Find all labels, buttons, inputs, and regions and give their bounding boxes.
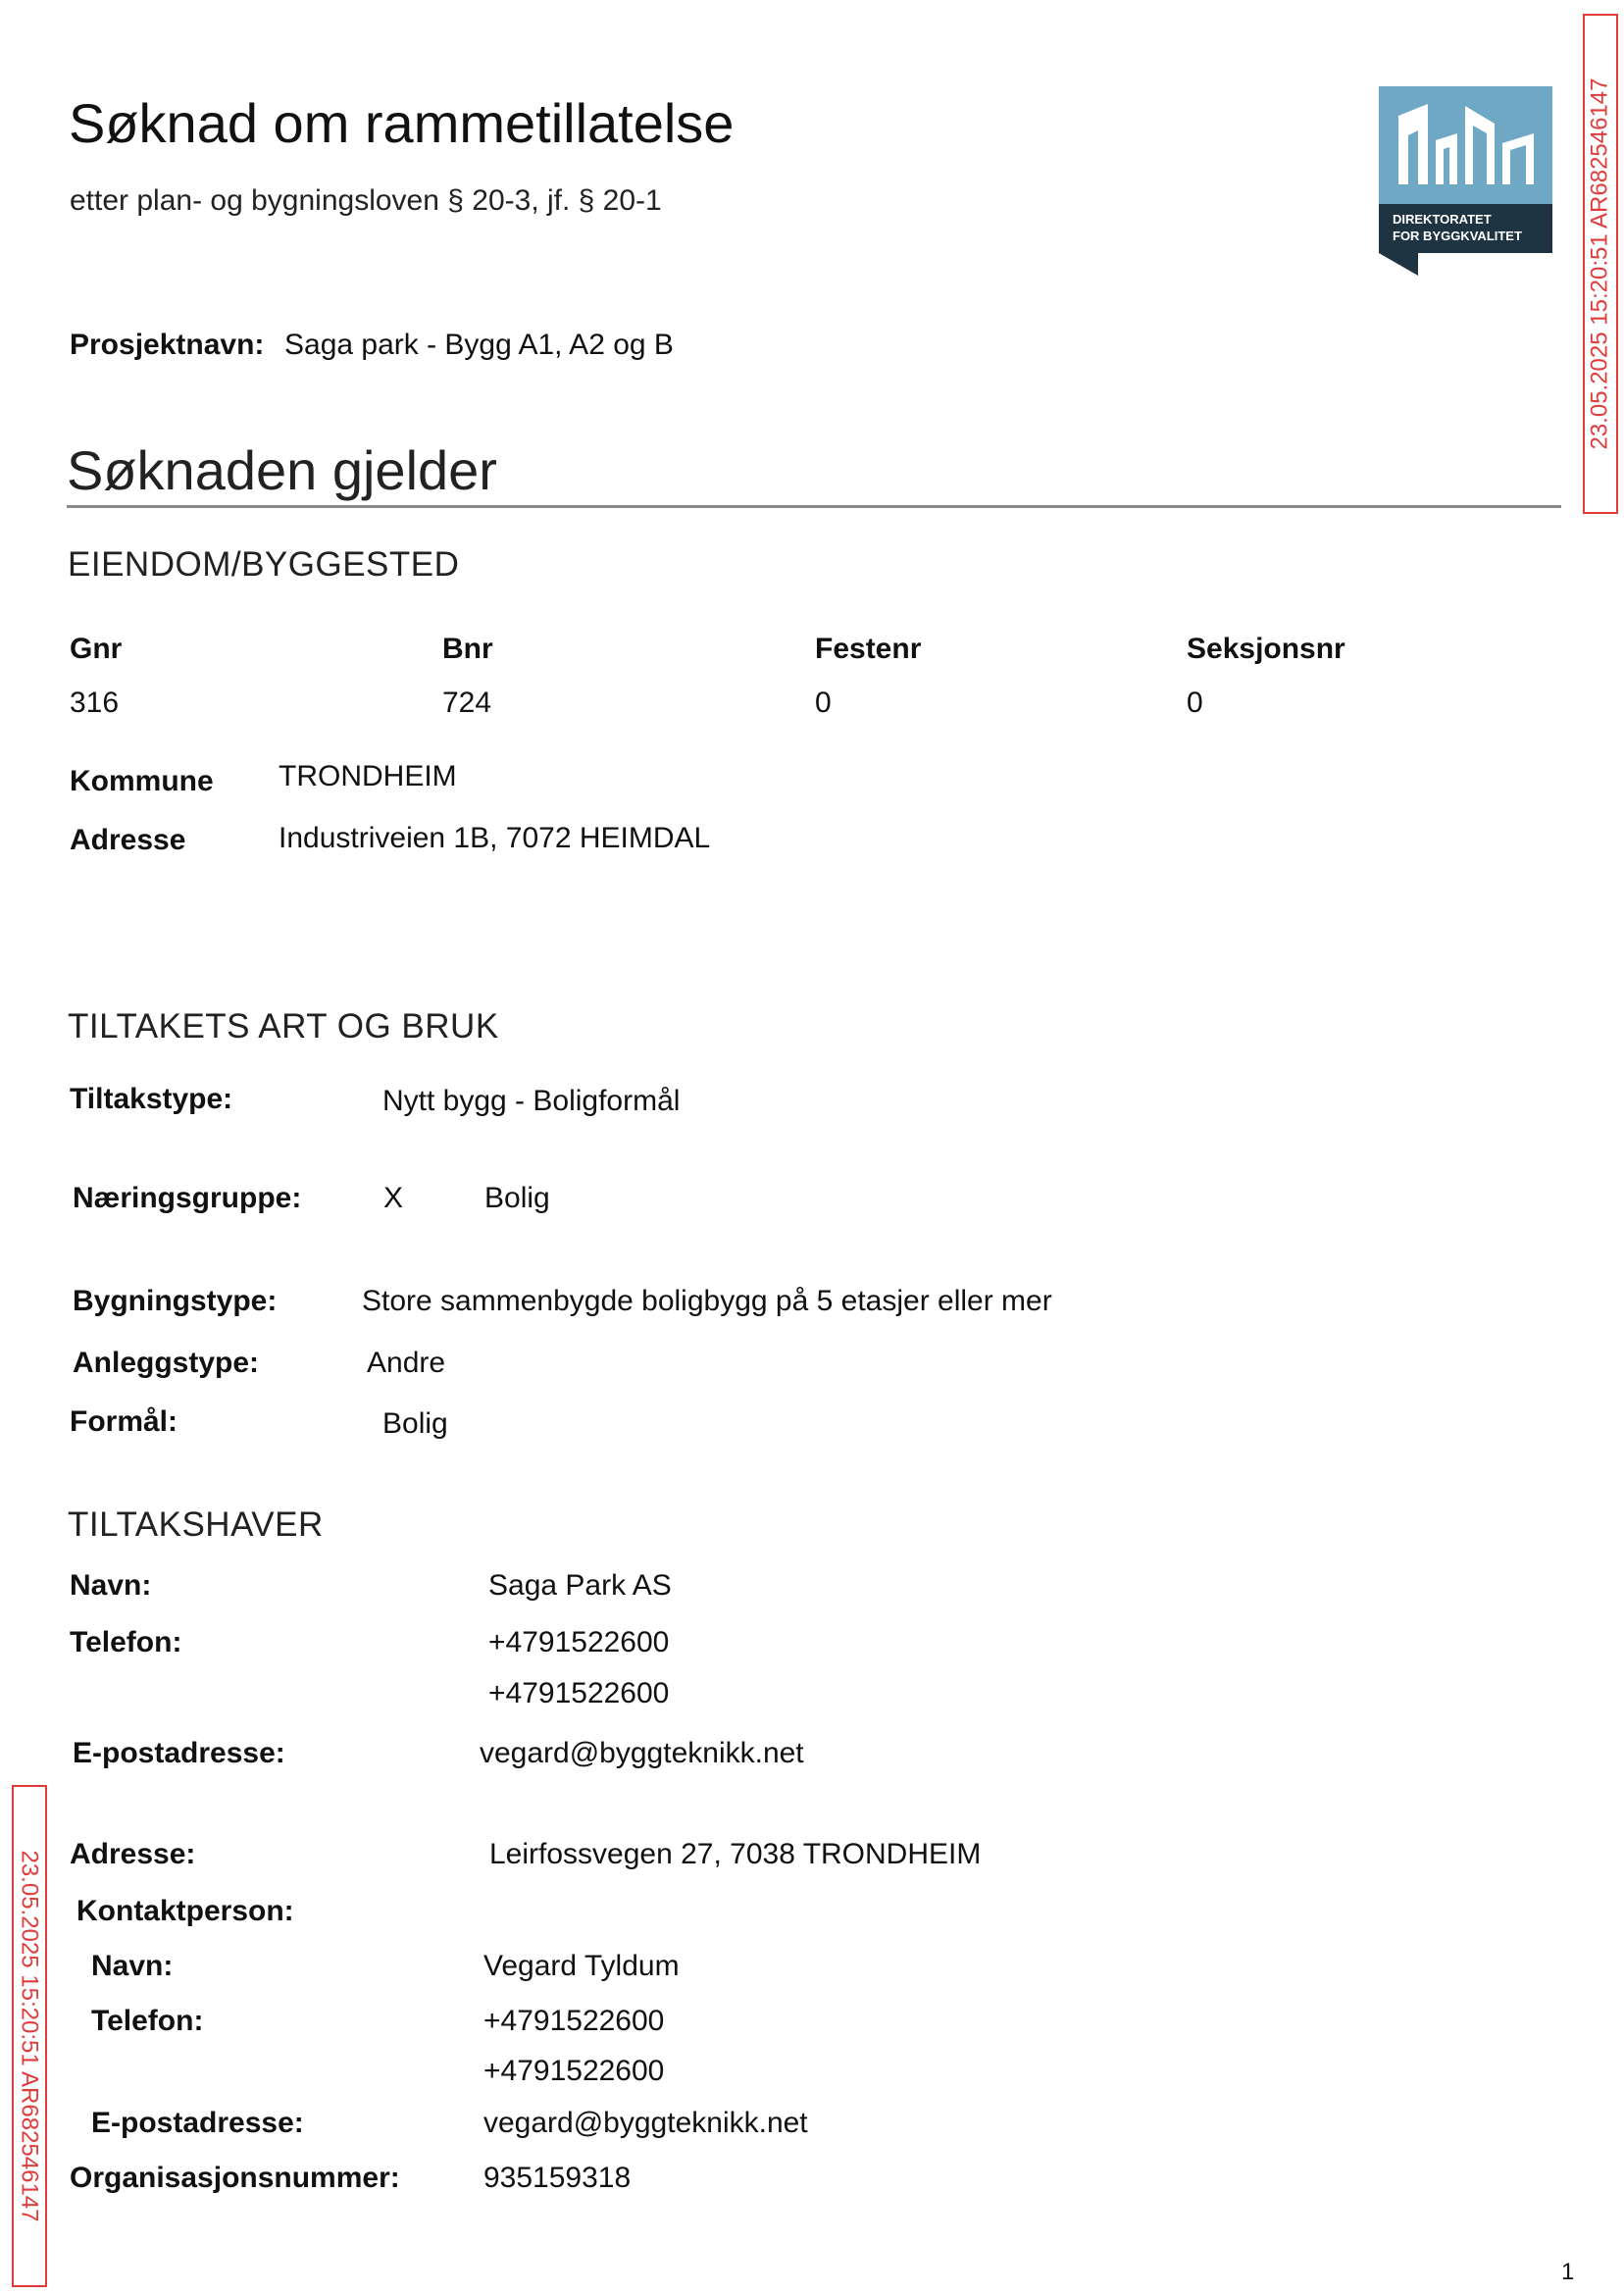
orgnr-label: Organisasjonsnummer: (70, 2162, 400, 2194)
bygningstype-label: Bygningstype: (73, 1285, 278, 1317)
anleggstype-label: Anleggstype: (73, 1347, 260, 1379)
seksjonsnr-label: Seksjonsnr (1187, 633, 1345, 665)
timestamp-stamp-top: 23.05.2025 15:20:51 AR682546147 (1583, 14, 1618, 514)
section-divider (67, 505, 1561, 508)
naeringsgruppe-label: Næringsgruppe: (73, 1182, 302, 1214)
tiltakshaver-telefon-value-2: +4791522600 (488, 1677, 670, 1709)
tiltak-heading: TILTAKETS ART OG BRUK (68, 1007, 499, 1045)
tiltakshaver-telefon-value-1: +4791522600 (488, 1626, 670, 1658)
naeringsgruppe-code: X (383, 1182, 404, 1214)
kontakt-navn-label: Navn: (91, 1950, 174, 1982)
seksjonsnr-value: 0 (1187, 687, 1203, 719)
tiltakstype-value: Nytt bygg - Boligformål (382, 1085, 681, 1117)
orgnr-value: 935159318 (483, 2162, 632, 2194)
kontakt-navn-value: Vegard Tyldum (483, 1950, 680, 1982)
tiltakstype-label: Tiltakstype: (70, 1083, 233, 1115)
festenr-value: 0 (815, 687, 832, 719)
dibk-logo-icon (1379, 86, 1552, 276)
kommune-value: TRONDHEIM (279, 760, 457, 792)
project-name-label: Prosjektnavn: (70, 329, 265, 361)
tiltakshaver-epost-label: E-postadresse: (73, 1737, 285, 1769)
gnr-label: Gnr (70, 633, 123, 665)
tiltakshaver-adresse-value: Leirfossvegen 27, 7038 TRONDHEIM (489, 1838, 982, 1870)
bygningstype-value: Store sammenbygde boligbygg på 5 etasjer eller mer (362, 1285, 1052, 1317)
kommune-label: Kommune (70, 765, 214, 797)
tiltakshaver-navn-label: Navn: (70, 1569, 152, 1602)
kontakt-epost-label: E-postadresse: (91, 2107, 304, 2139)
formal-label: Formål: (70, 1405, 178, 1438)
tiltakshaver-telefon-label: Telefon: (70, 1626, 182, 1658)
tiltakshaver-navn-value: Saga Park AS (488, 1569, 672, 1602)
adresse-value: Industriveien 1B, 7072 HEIMDAL (279, 822, 711, 854)
page-number: 1 (1561, 2259, 1575, 2285)
page-title: Søknad om rammetillatelse (69, 92, 735, 154)
formal-value: Bolig (382, 1407, 448, 1440)
adresse-label: Adresse (70, 824, 186, 856)
kontakt-telefon-label: Telefon: (91, 2005, 204, 2037)
festenr-label: Festenr (815, 633, 922, 665)
tiltakshaver-heading: TILTAKSHAVER (68, 1505, 324, 1544)
anleggstype-value: Andre (367, 1347, 446, 1379)
tiltakshaver-epost-value: vegard@byggteknikk.net (480, 1737, 804, 1769)
timestamp-stamp-side: 23.05.2025 15:20:51 AR682546147 (12, 1785, 47, 2287)
section-title: Søknaden gjelder (67, 439, 497, 501)
bnr-value: 724 (442, 687, 492, 719)
dibk-logo (1379, 86, 1552, 276)
project-name-value: Saga park - Bygg A1, A2 og B (284, 329, 674, 361)
naeringsgruppe-value: Bolig (484, 1182, 550, 1214)
kontaktperson-label: Kontaktperson: (76, 1895, 294, 1927)
bnr-label: Bnr (442, 633, 493, 665)
kontakt-telefon-value-2: +4791522600 (483, 2055, 665, 2087)
tiltakshaver-adresse-label: Adresse: (70, 1838, 196, 1870)
eiendom-heading: EIENDOM/BYGGESTED (68, 545, 460, 584)
logo-line1: DIREKTORATET (1393, 212, 1492, 227)
kontakt-epost-value: vegard@byggteknikk.net (483, 2107, 808, 2139)
page-subtitle: etter plan- og bygningsloven § 20-3, jf. § 20-1 (70, 184, 662, 217)
kontakt-telefon-value-1: +4791522600 (483, 2005, 665, 2037)
logo-line2: FOR BYGGKVALITET (1393, 229, 1522, 243)
gnr-value: 316 (70, 687, 120, 719)
